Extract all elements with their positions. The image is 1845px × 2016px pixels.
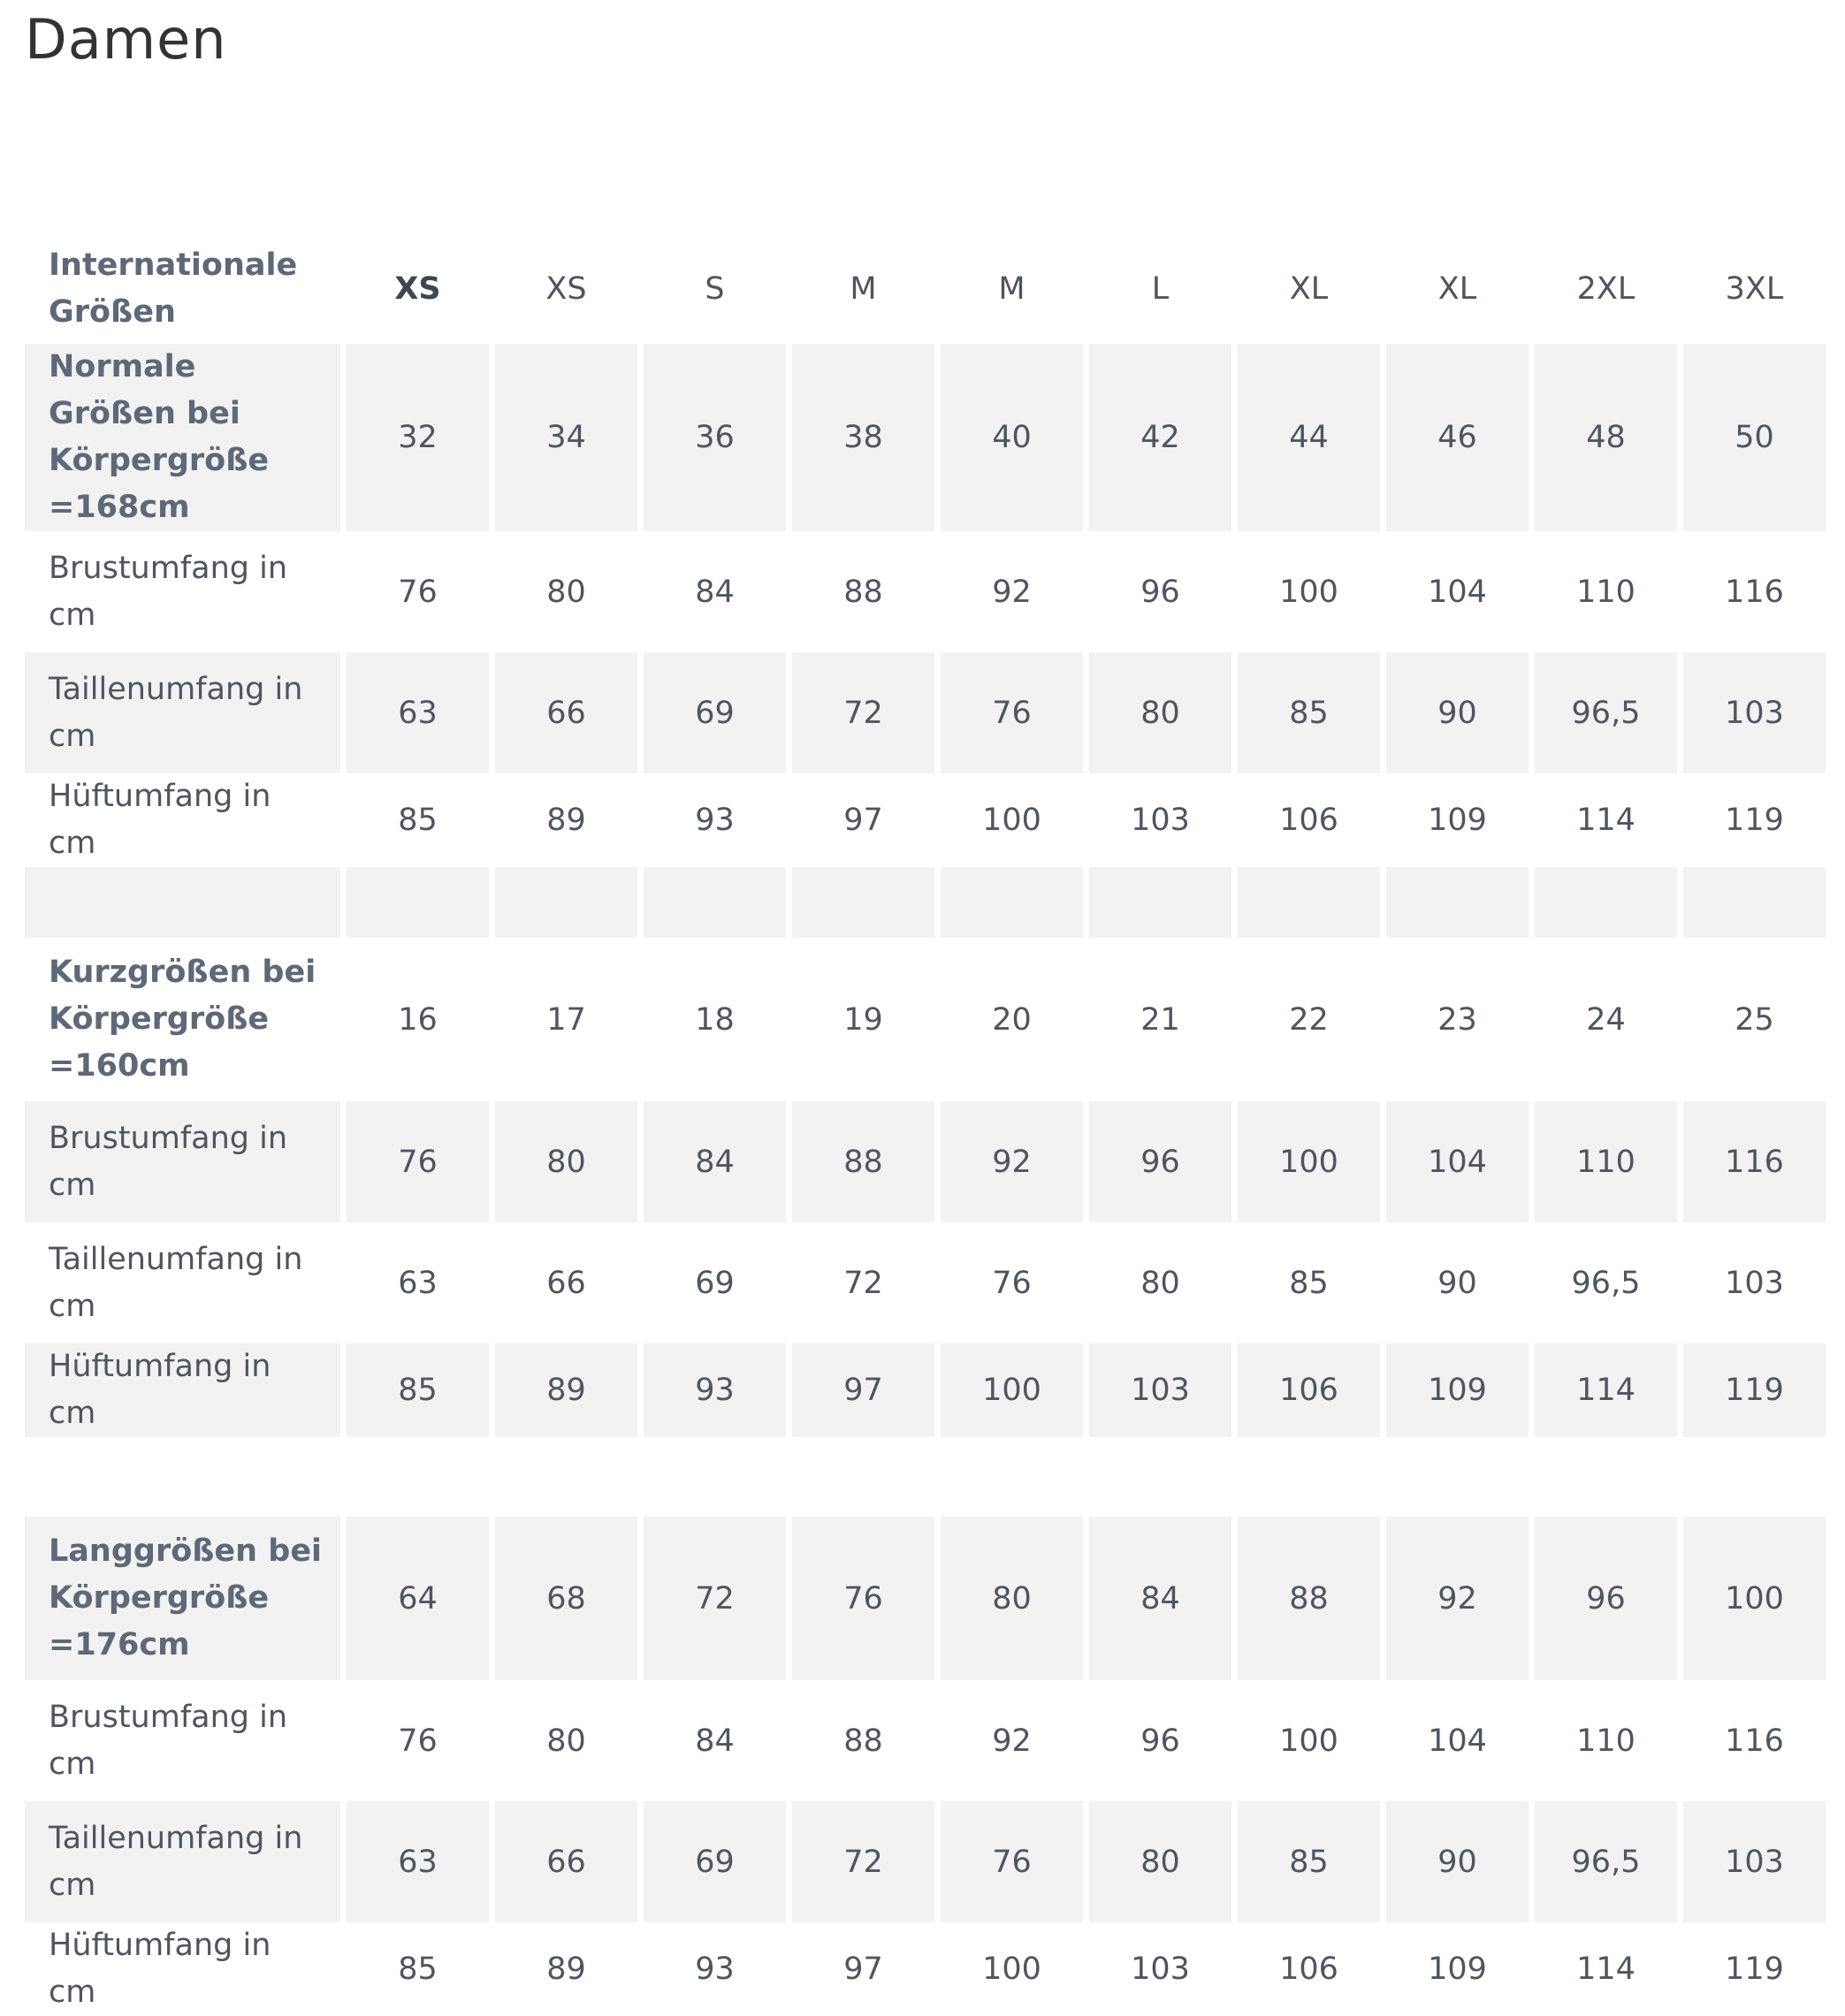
value-cell: 96: [1535, 1517, 1677, 1680]
value-cell: 103: [1683, 1801, 1826, 1922]
value-cell: 72: [792, 1801, 934, 1922]
row-label: [25, 1437, 340, 1517]
size-chart-table: [19, 234, 1832, 2016]
value-cell: 96,5: [1535, 652, 1677, 773]
value-cell: 84: [1089, 1517, 1231, 1680]
value-cell: 116: [1725, 574, 1784, 610]
value-cell: 109: [1386, 1343, 1529, 1437]
value-cell: [495, 1437, 637, 1517]
value-cell: 80: [495, 1101, 637, 1222]
value-cell: 92: [992, 1723, 1032, 1759]
value-cell: 23: [1437, 1001, 1477, 1038]
measurement-row: [25, 773, 1826, 867]
section-label: Normale Größen bei Körpergröße =168cm: [25, 344, 340, 531]
value-cell: [941, 867, 1083, 938]
value-cell: 88: [792, 1101, 934, 1222]
value-cell: 84: [644, 1101, 786, 1222]
row-label: Taillenumfang in cm: [49, 1241, 303, 1324]
value-cell: 69: [695, 1265, 735, 1301]
value-cell: 96: [1140, 574, 1180, 610]
header-size-cell: M: [998, 271, 1025, 307]
row-label: Hüftumfang in cm: [25, 1343, 340, 1437]
value-cell: 96: [1089, 1101, 1231, 1222]
value-cell: 88: [843, 1723, 883, 1759]
value-cell: 89: [546, 1951, 586, 1987]
value-cell: [347, 1437, 489, 1517]
measurement-row: [25, 1101, 1826, 1222]
value-cell: 92: [1386, 1517, 1529, 1680]
value-cell: 40: [941, 344, 1083, 531]
value-cell: 90: [1386, 652, 1529, 773]
value-cell: 76: [941, 1801, 1083, 1922]
value-cell: 89: [495, 1343, 637, 1437]
value-cell: 80: [1089, 1801, 1231, 1922]
value-cell: 96,5: [1571, 1265, 1641, 1301]
value-cell: 72: [843, 1265, 883, 1301]
value-cell: 85: [398, 1951, 438, 1987]
value-cell: 116: [1683, 1101, 1826, 1222]
value-cell: 119: [1683, 1343, 1826, 1437]
value-cell: 90: [1386, 1801, 1529, 1922]
value-cell: 88: [843, 574, 883, 610]
value-cell: 50: [1683, 344, 1826, 531]
value-cell: 76: [398, 1723, 438, 1759]
value-cell: 110: [1576, 1723, 1635, 1759]
value-cell: 110: [1576, 574, 1635, 610]
value-cell: 80: [1089, 652, 1231, 773]
value-cell: 104: [1428, 574, 1487, 610]
value-cell: 114: [1576, 1951, 1635, 1987]
value-cell: 84: [695, 574, 735, 610]
value-cell: 96,5: [1535, 1801, 1677, 1922]
value-cell: 80: [941, 1517, 1083, 1680]
value-cell: 76: [398, 574, 438, 610]
measurement-row: [25, 1222, 1826, 1343]
header-size-cell: XS: [394, 271, 441, 307]
value-cell: 85: [1238, 652, 1380, 773]
value-cell: 100: [982, 803, 1041, 838]
value-cell: 80: [1140, 1265, 1180, 1301]
measurement-row: [25, 531, 1826, 652]
value-cell: [1089, 867, 1231, 938]
header-size-cell: XL: [1289, 271, 1329, 307]
value-cell: 21: [1140, 1001, 1180, 1038]
value-cell: 92: [941, 1101, 1083, 1222]
value-cell: 76: [347, 1101, 489, 1222]
value-cell: 72: [644, 1517, 786, 1680]
value-cell: 38: [792, 344, 934, 531]
value-cell: [644, 1437, 786, 1517]
size-chart-body: [25, 234, 1826, 2016]
value-cell: 17: [546, 1001, 586, 1038]
value-cell: 76: [792, 1517, 934, 1680]
value-cell: 44: [1238, 344, 1380, 531]
row-label: [25, 867, 340, 938]
value-cell: 85: [347, 1343, 489, 1437]
value-cell: 63: [347, 1801, 489, 1922]
value-cell: [1535, 1437, 1677, 1517]
value-cell: [1238, 867, 1380, 938]
value-cell: 34: [495, 344, 637, 531]
value-cell: 25: [1734, 1001, 1774, 1038]
value-cell: 32: [347, 344, 489, 531]
value-cell: [792, 867, 934, 938]
value-cell: 88: [1238, 1517, 1380, 1680]
value-cell: 119: [1725, 1951, 1784, 1987]
value-cell: 48: [1535, 344, 1677, 531]
row-label: Hüftumfang in cm: [49, 1928, 271, 2010]
value-cell: 63: [347, 652, 489, 773]
value-cell: 93: [644, 1343, 786, 1437]
header-size-cell: S: [705, 271, 725, 307]
value-cell: 16: [398, 1001, 438, 1038]
value-cell: 104: [1386, 1101, 1529, 1222]
value-cell: 46: [1386, 344, 1529, 531]
header-label: Internationale Größen: [49, 247, 298, 330]
row-label: Taillenumfang in cm: [25, 1801, 340, 1922]
value-cell: 93: [695, 1951, 735, 1987]
value-cell: [347, 867, 489, 938]
value-cell: [1535, 867, 1677, 938]
value-cell: 114: [1535, 1343, 1677, 1437]
value-cell: [1683, 867, 1826, 938]
value-cell: 66: [546, 1265, 586, 1301]
value-cell: 36: [644, 344, 786, 531]
value-cell: [941, 1437, 1083, 1517]
value-cell: 69: [644, 1801, 786, 1922]
value-cell: 100: [1683, 1517, 1826, 1680]
value-cell: 100: [1279, 1723, 1338, 1759]
header-size-cell: 3XL: [1725, 271, 1784, 307]
value-cell: 42: [1089, 344, 1231, 531]
table-header-row: [25, 234, 1826, 344]
value-cell: 100: [982, 1951, 1041, 1987]
value-cell: 69: [644, 652, 786, 773]
value-cell: 97: [843, 1951, 883, 1987]
value-cell: 103: [1131, 1951, 1190, 1987]
value-cell: 109: [1428, 803, 1487, 838]
section-row: [25, 1517, 1826, 1680]
value-cell: 119: [1725, 803, 1784, 838]
measurement-row: [25, 1922, 1826, 2016]
value-cell: 100: [941, 1343, 1083, 1437]
measurement-row: [25, 1680, 1826, 1801]
value-cell: 85: [398, 803, 438, 838]
value-cell: 64: [347, 1517, 489, 1680]
value-cell: 110: [1535, 1101, 1677, 1222]
header-size-cell: L: [1151, 271, 1170, 307]
value-cell: 97: [843, 803, 883, 838]
value-cell: 85: [1238, 1801, 1380, 1922]
measurement-row: [25, 1801, 1826, 1922]
value-cell: 103: [1725, 1265, 1784, 1301]
row-label: Brustumfang in cm: [25, 1101, 340, 1222]
section-label: Kurzgrößen bei Körpergröße =160cm: [49, 955, 316, 1084]
value-cell: 106: [1238, 1343, 1380, 1437]
header-size-cell: M: [850, 271, 877, 307]
value-cell: 80: [546, 1723, 586, 1759]
value-cell: 100: [1238, 1101, 1380, 1222]
value-cell: 92: [992, 574, 1032, 610]
spacer-row: [25, 867, 1826, 938]
section-label: Langgrößen bei Körpergröße =176cm: [25, 1517, 340, 1680]
value-cell: 116: [1725, 1723, 1784, 1759]
measurement-row: [25, 652, 1826, 773]
value-cell: 80: [546, 574, 586, 610]
value-cell: 85: [1289, 1265, 1329, 1301]
value-cell: 114: [1576, 803, 1635, 838]
value-cell: [495, 867, 637, 938]
header-size-cell: XS: [545, 271, 587, 307]
value-cell: 68: [495, 1517, 637, 1680]
value-cell: 103: [1089, 1343, 1231, 1437]
value-cell: 72: [792, 652, 934, 773]
value-cell: 63: [398, 1265, 438, 1301]
row-label: Brustumfang in cm: [49, 550, 288, 633]
spacer-row: [25, 1437, 1826, 1517]
value-cell: [1089, 1437, 1231, 1517]
value-cell: 106: [1279, 803, 1338, 838]
row-label: Hüftumfang in cm: [49, 779, 271, 861]
value-cell: 109: [1428, 1951, 1487, 1987]
value-cell: 103: [1131, 803, 1190, 838]
section-row: [25, 344, 1826, 531]
value-cell: 18: [695, 1001, 735, 1038]
value-cell: 104: [1428, 1723, 1487, 1759]
value-cell: [644, 867, 786, 938]
value-cell: 76: [992, 1265, 1032, 1301]
value-cell: 66: [495, 1801, 637, 1922]
value-cell: [1238, 1437, 1380, 1517]
section-row: [25, 938, 1826, 1101]
value-cell: 89: [546, 803, 586, 838]
value-cell: 106: [1279, 1951, 1338, 1987]
value-cell: [1386, 867, 1529, 938]
value-cell: 103: [1683, 652, 1826, 773]
value-cell: 24: [1586, 1001, 1626, 1038]
value-cell: 90: [1437, 1265, 1477, 1301]
value-cell: 20: [992, 1001, 1032, 1038]
value-cell: [792, 1437, 934, 1517]
value-cell: [1683, 1437, 1826, 1517]
measurement-row: [25, 1343, 1826, 1437]
value-cell: 93: [695, 803, 735, 838]
value-cell: 22: [1289, 1001, 1329, 1038]
row-label: Brustumfang in cm: [49, 1699, 288, 1782]
row-label: Taillenumfang in cm: [25, 652, 340, 773]
header-size-cell: 2XL: [1576, 271, 1635, 307]
header-size-cell: XL: [1437, 271, 1477, 307]
value-cell: 96: [1140, 1723, 1180, 1759]
value-cell: 76: [941, 652, 1083, 773]
value-cell: 19: [843, 1001, 883, 1038]
value-cell: 84: [695, 1723, 735, 1759]
value-cell: 100: [1279, 574, 1338, 610]
value-cell: [1386, 1437, 1529, 1517]
value-cell: 66: [495, 652, 637, 773]
page-title: Damen: [25, 7, 227, 72]
value-cell: 97: [792, 1343, 934, 1437]
